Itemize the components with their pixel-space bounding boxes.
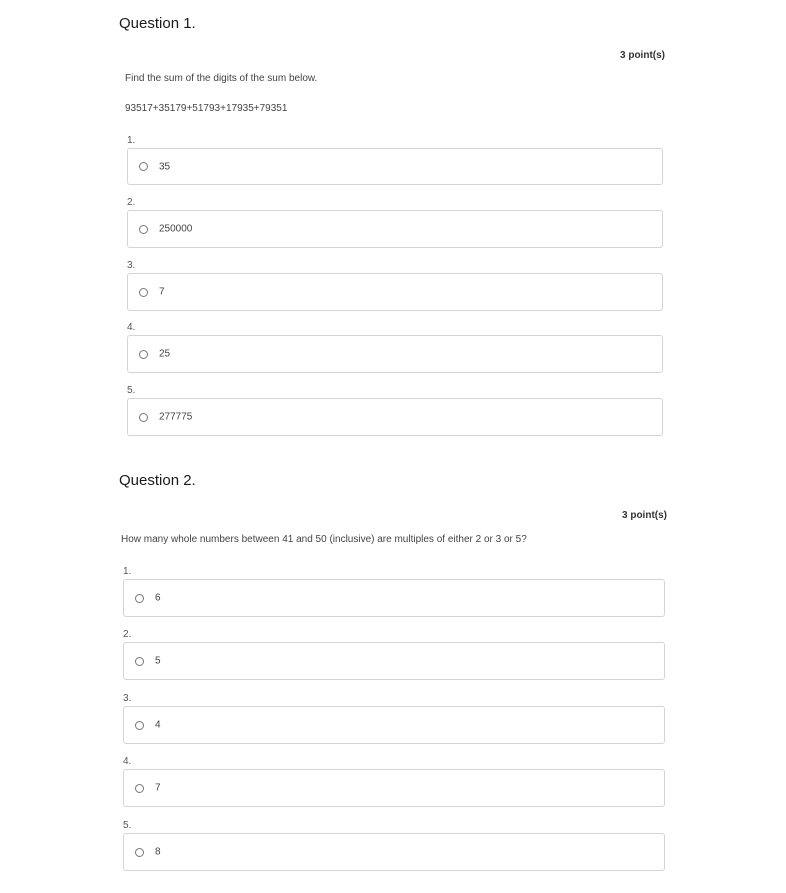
q2-option-1[interactable] — [123, 579, 665, 617]
option-label: 25 — [159, 348, 171, 360]
option-label: 8 — [155, 846, 161, 858]
radio-button[interactable] — [135, 848, 144, 857]
option-label: 7 — [159, 286, 165, 298]
option-number: 4. — [123, 756, 132, 767]
q1-option-1[interactable] — [127, 148, 663, 185]
q2-option-2[interactable] — [123, 642, 665, 680]
option-number: 5. — [127, 385, 136, 396]
radio-button[interactable] — [139, 413, 148, 422]
question-1-prompt: Find the sum of the digits of the sum below. — [125, 73, 318, 84]
option-label: 6 — [155, 592, 161, 604]
option-label: 5 — [155, 655, 161, 667]
option-label: 35 — [159, 161, 171, 172]
radio-button[interactable] — [135, 657, 144, 666]
option-label: 7 — [155, 782, 161, 794]
q1-option-5[interactable] — [127, 398, 663, 436]
radio-button[interactable] — [139, 162, 148, 171]
option-number: 4. — [127, 322, 136, 333]
radio-button[interactable] — [139, 225, 148, 234]
q2-option-5[interactable] — [123, 833, 665, 871]
radio-button[interactable] — [135, 594, 144, 603]
radio-button[interactable] — [139, 350, 148, 359]
option-number: 3. — [123, 693, 132, 704]
q2-option-4[interactable] — [123, 769, 665, 807]
question-2-points: 3 point(s) — [622, 510, 667, 521]
question-1-points: 3 point(s) — [620, 50, 665, 61]
question-1-expression: 93517+35179+51793+17935+79351 — [125, 103, 288, 114]
question-1-title: Question 1. — [119, 15, 196, 32]
question-2-title: Question 2. — [119, 472, 196, 489]
option-number: 2. — [123, 629, 132, 640]
q1-option-2[interactable] — [127, 210, 663, 248]
radio-button[interactable] — [135, 784, 144, 793]
q1-option-4[interactable] — [127, 335, 663, 373]
q1-option-3[interactable] — [127, 273, 663, 311]
radio-button[interactable] — [139, 288, 148, 297]
question-2-prompt: How many whole numbers between 41 and 50 (inclusive) are multiples of either 2 or 3 or 5? — [121, 534, 527, 545]
q2-option-3[interactable] — [123, 706, 665, 744]
option-number: 3. — [127, 260, 136, 271]
option-label: 277775 — [159, 411, 193, 423]
option-number: 2. — [127, 197, 136, 208]
option-label: 4 — [155, 719, 161, 731]
option-number: 5. — [123, 820, 132, 831]
radio-button[interactable] — [135, 721, 144, 730]
option-number: 1. — [127, 135, 136, 146]
option-number: 1. — [123, 566, 132, 577]
option-label: 250000 — [159, 223, 193, 235]
